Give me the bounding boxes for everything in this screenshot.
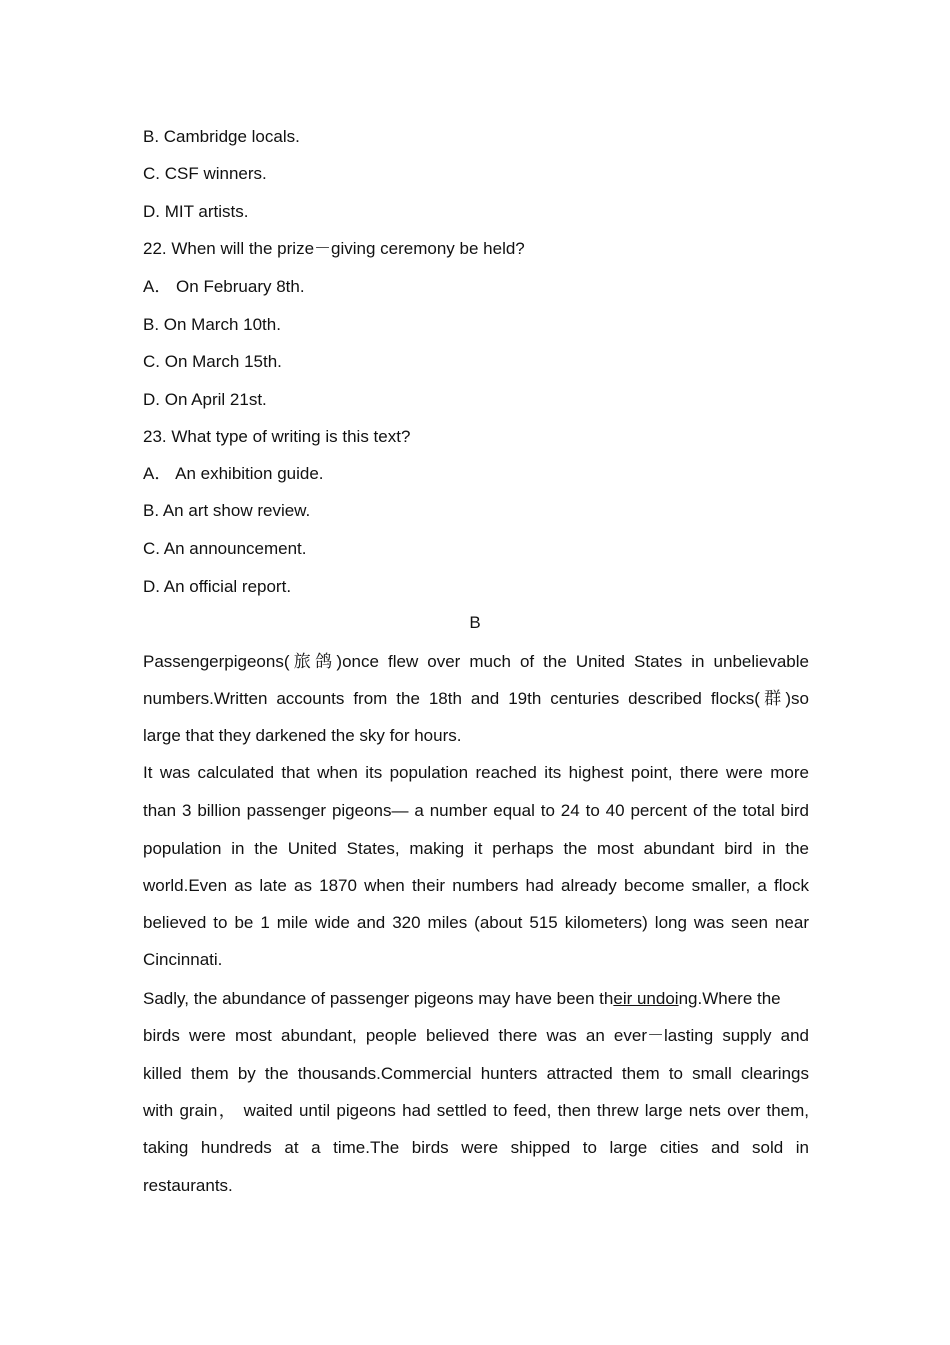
- option-line: B. On March 10th.: [143, 315, 281, 334]
- option-line: C. CSF winners.: [143, 164, 267, 183]
- passage-line: than 3 billion passenger pigeons— a number equal to 24 to 40 percent of the total bird: [143, 801, 809, 820]
- passage-line: large that they darkened the sky for hours.: [143, 726, 462, 745]
- option-line: B. Cambridge locals.: [143, 127, 300, 146]
- passage-line: with grain， waited until pigeons had settled to feed, then threw large nets over them,: [143, 1101, 809, 1120]
- option-line: D. MIT artists.: [143, 202, 249, 221]
- option-line: D. On April 21st.: [143, 390, 267, 409]
- passage-line: believed to be 1 mile wide and 320 miles (about 515 kilometers) long was seen near: [143, 913, 809, 932]
- question-line: 22. When will the prize－giving ceremony be held?: [143, 239, 525, 258]
- passage-line: Cincinnati.: [143, 950, 223, 969]
- passage-line: numbers.Written accounts from the 18th and 19th centuries described flocks(群)so: [143, 689, 809, 708]
- passage-line: world.Even as late as 1870 when their numbers had already become smaller, a flock: [143, 876, 809, 895]
- passage-line: killed them by the thousands.Commercial hunters attracted them to small clearings: [143, 1064, 809, 1083]
- passage-line: [143, 989, 809, 1009]
- text-segment: ng.Where the: [678, 989, 781, 1008]
- passage-line: taking hundreds at a time.The birds were shipped to large cities and sold in: [143, 1138, 809, 1157]
- option-line: C. On March 15th.: [143, 352, 282, 371]
- option-line: D. An official report.: [143, 577, 292, 596]
- underlined-phrase: eir undoi: [613, 989, 679, 1008]
- passage-line: population in the United States, making it perhaps the most abundant bird in the: [143, 839, 809, 858]
- question-line: 23. What type of writing is this text?: [143, 427, 411, 446]
- option-line: B. An art show review.: [143, 501, 311, 520]
- passage-line: birds were most abundant, people believed there was an ever－lasting supply and: [143, 1026, 809, 1045]
- text-segment: Sadly, the abundance of passenger pigeons may have been th: [143, 989, 614, 1008]
- option-line: A． An exhibition guide.: [143, 464, 324, 483]
- option-line: A． On February 8th.: [143, 277, 305, 296]
- option-line: C. An announcement.: [143, 539, 307, 558]
- section-label: B: [469, 613, 481, 632]
- passage-line: Passengerpigeons(旅鸽)once flew over much of the United States in unbelievable: [143, 652, 809, 671]
- passage-line: It was calculated that when its population reached its highest point, there were more: [143, 763, 809, 782]
- passage-line: restaurants.: [143, 1176, 233, 1195]
